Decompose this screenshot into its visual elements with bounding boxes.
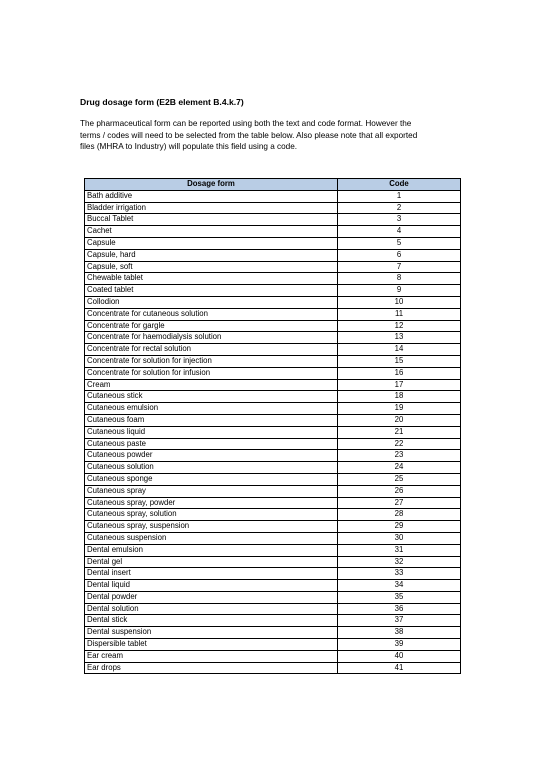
table-row xyxy=(85,509,461,521)
code-cell: 31 xyxy=(338,544,461,556)
code-cell: 17 xyxy=(338,379,461,391)
code-cell: 12 xyxy=(338,320,461,332)
table-row xyxy=(85,580,461,592)
table-row xyxy=(85,226,461,238)
table-row xyxy=(85,662,461,674)
code-cell: 40 xyxy=(338,650,461,662)
table-row xyxy=(85,438,461,450)
code-cell: 5 xyxy=(338,237,461,249)
section-heading: Drug dosage form (E2B element B.4.k.7) xyxy=(80,97,244,107)
dosage-form-cell: Dental gel xyxy=(85,556,338,568)
code-cell: 30 xyxy=(338,532,461,544)
code-cell: 4 xyxy=(338,226,461,238)
table-row xyxy=(85,320,461,332)
code-cell: 25 xyxy=(338,473,461,485)
table-row xyxy=(85,426,461,438)
table-row xyxy=(85,403,461,415)
dosage-form-cell: Concentrate for rectal solution xyxy=(85,344,338,356)
dosage-form-cell: Cutaneous spray, powder xyxy=(85,497,338,509)
dosage-form-cell: Cream xyxy=(85,379,338,391)
code-cell: 38 xyxy=(338,627,461,639)
code-cell: 14 xyxy=(338,344,461,356)
table-row xyxy=(85,497,461,509)
code-cell: 22 xyxy=(338,438,461,450)
dosage-form-cell: Concentrate for solution for infusion xyxy=(85,367,338,379)
dosage-form-cell: Cutaneous powder xyxy=(85,450,338,462)
code-cell: 16 xyxy=(338,367,461,379)
table-row xyxy=(85,414,461,426)
dosage-form-cell: Concentrate for cutaneous solution xyxy=(85,308,338,320)
table-row xyxy=(85,367,461,379)
table-row xyxy=(85,591,461,603)
dosage-form-cell: Dental emulsion xyxy=(85,544,338,556)
code-cell: 28 xyxy=(338,509,461,521)
dosage-form-cell: Capsule, hard xyxy=(85,249,338,261)
table-row xyxy=(85,532,461,544)
code-cell: 33 xyxy=(338,568,461,580)
paragraph-line: terms / codes will need to be selected from the table below. Also please note that all exported xyxy=(80,130,418,140)
table-row xyxy=(85,391,461,403)
code-cell: 26 xyxy=(338,485,461,497)
code-cell: 34 xyxy=(338,580,461,592)
code-cell: 8 xyxy=(338,273,461,285)
dosage-form-cell: Dispersible tablet xyxy=(85,639,338,651)
dosage-form-table xyxy=(84,178,461,674)
dosage-form-cell: Cutaneous paste xyxy=(85,438,338,450)
code-cell: 15 xyxy=(338,355,461,367)
dosage-form-cell: Dental insert xyxy=(85,568,338,580)
code-cell: 37 xyxy=(338,615,461,627)
table-row xyxy=(85,355,461,367)
code-cell: 7 xyxy=(338,261,461,273)
dosage-form-cell: Capsule, soft xyxy=(85,261,338,273)
table-row xyxy=(85,473,461,485)
code-cell: 3 xyxy=(338,214,461,226)
code-cell: 13 xyxy=(338,332,461,344)
dosage-form-cell: Cutaneous liquid xyxy=(85,426,338,438)
table-row xyxy=(85,344,461,356)
dosage-form-cell: Ear cream xyxy=(85,650,338,662)
dosage-form-cell: Cachet xyxy=(85,226,338,238)
code-cell: 39 xyxy=(338,639,461,651)
dosage-form-cell: Cutaneous solution xyxy=(85,462,338,474)
dosage-form-cell: Cutaneous spray, suspension xyxy=(85,521,338,533)
code-cell: 18 xyxy=(338,391,461,403)
intro-paragraph xyxy=(80,118,480,153)
paragraph-line: The pharmaceutical form can be reported using both the text and code format. However the xyxy=(80,119,412,128)
table-row xyxy=(85,450,461,462)
table-row xyxy=(85,332,461,344)
dosage-form-cell: Concentrate for solution for injection xyxy=(85,355,338,367)
dosage-form-cell: Bath additive xyxy=(85,190,338,202)
column-header-dosage-form: Dosage form xyxy=(85,179,338,191)
table-row xyxy=(85,521,461,533)
code-cell: 24 xyxy=(338,462,461,474)
dosage-form-cell: Cutaneous emulsion xyxy=(85,403,338,415)
dosage-form-cell: Cutaneous spray, solution xyxy=(85,509,338,521)
code-cell: 20 xyxy=(338,414,461,426)
code-cell: 27 xyxy=(338,497,461,509)
table-row xyxy=(85,190,461,202)
code-cell: 9 xyxy=(338,285,461,297)
table-row xyxy=(85,603,461,615)
table-row xyxy=(85,568,461,580)
table-row xyxy=(85,379,461,391)
table-row xyxy=(85,202,461,214)
table-row xyxy=(85,485,461,497)
table-row xyxy=(85,462,461,474)
table-row xyxy=(85,544,461,556)
table-row xyxy=(85,237,461,249)
dosage-form-cell: Dental suspension xyxy=(85,627,338,639)
dosage-form-cell: Concentrate for gargle xyxy=(85,320,338,332)
code-cell: 11 xyxy=(338,308,461,320)
dosage-form-cell: Coated tablet xyxy=(85,285,338,297)
dosage-form-cell: Bladder irrigation xyxy=(85,202,338,214)
table-row xyxy=(85,273,461,285)
table-row xyxy=(85,214,461,226)
dosage-form-cell: Concentrate for haemodialysis solution xyxy=(85,332,338,344)
table-row xyxy=(85,296,461,308)
dosage-form-cell: Dental solution xyxy=(85,603,338,615)
table-row xyxy=(85,650,461,662)
table-row xyxy=(85,261,461,273)
dosage-form-cell: Cutaneous sponge xyxy=(85,473,338,485)
code-cell: 35 xyxy=(338,591,461,603)
code-cell: 36 xyxy=(338,603,461,615)
dosage-form-cell: Dental stick xyxy=(85,615,338,627)
column-header-code: Code xyxy=(338,179,461,191)
dosage-form-cell: Collodion xyxy=(85,296,338,308)
dosage-form-cell: Cutaneous foam xyxy=(85,414,338,426)
code-cell: 21 xyxy=(338,426,461,438)
code-cell: 6 xyxy=(338,249,461,261)
code-cell: 10 xyxy=(338,296,461,308)
dosage-form-cell: Buccal Tablet xyxy=(85,214,338,226)
code-cell: 1 xyxy=(338,190,461,202)
dosage-form-cell: Cutaneous suspension xyxy=(85,532,338,544)
dosage-form-cell: Dental powder xyxy=(85,591,338,603)
paragraph-line: files (MHRA to Industry) will populate this field using a code. xyxy=(80,142,298,151)
dosage-form-cell: Dental liquid xyxy=(85,580,338,592)
code-cell: 23 xyxy=(338,450,461,462)
table-row xyxy=(85,556,461,568)
dosage-form-cell: Capsule xyxy=(85,237,338,249)
code-cell: 19 xyxy=(338,403,461,415)
dosage-form-cell: Ear drops xyxy=(85,662,338,674)
dosage-form-cell: Cutaneous stick xyxy=(85,391,338,403)
table-row xyxy=(85,627,461,639)
table-row xyxy=(85,249,461,261)
table-row xyxy=(85,615,461,627)
table-row xyxy=(85,639,461,651)
code-cell: 41 xyxy=(338,662,461,674)
dosage-form-cell: Cutaneous spray xyxy=(85,485,338,497)
table-body xyxy=(85,190,461,674)
table-row xyxy=(85,308,461,320)
table-header-row xyxy=(85,179,461,191)
table-row xyxy=(85,285,461,297)
code-cell: 32 xyxy=(338,556,461,568)
dosage-form-cell: Chewable tablet xyxy=(85,273,338,285)
code-cell: 29 xyxy=(338,521,461,533)
code-cell: 2 xyxy=(338,202,461,214)
